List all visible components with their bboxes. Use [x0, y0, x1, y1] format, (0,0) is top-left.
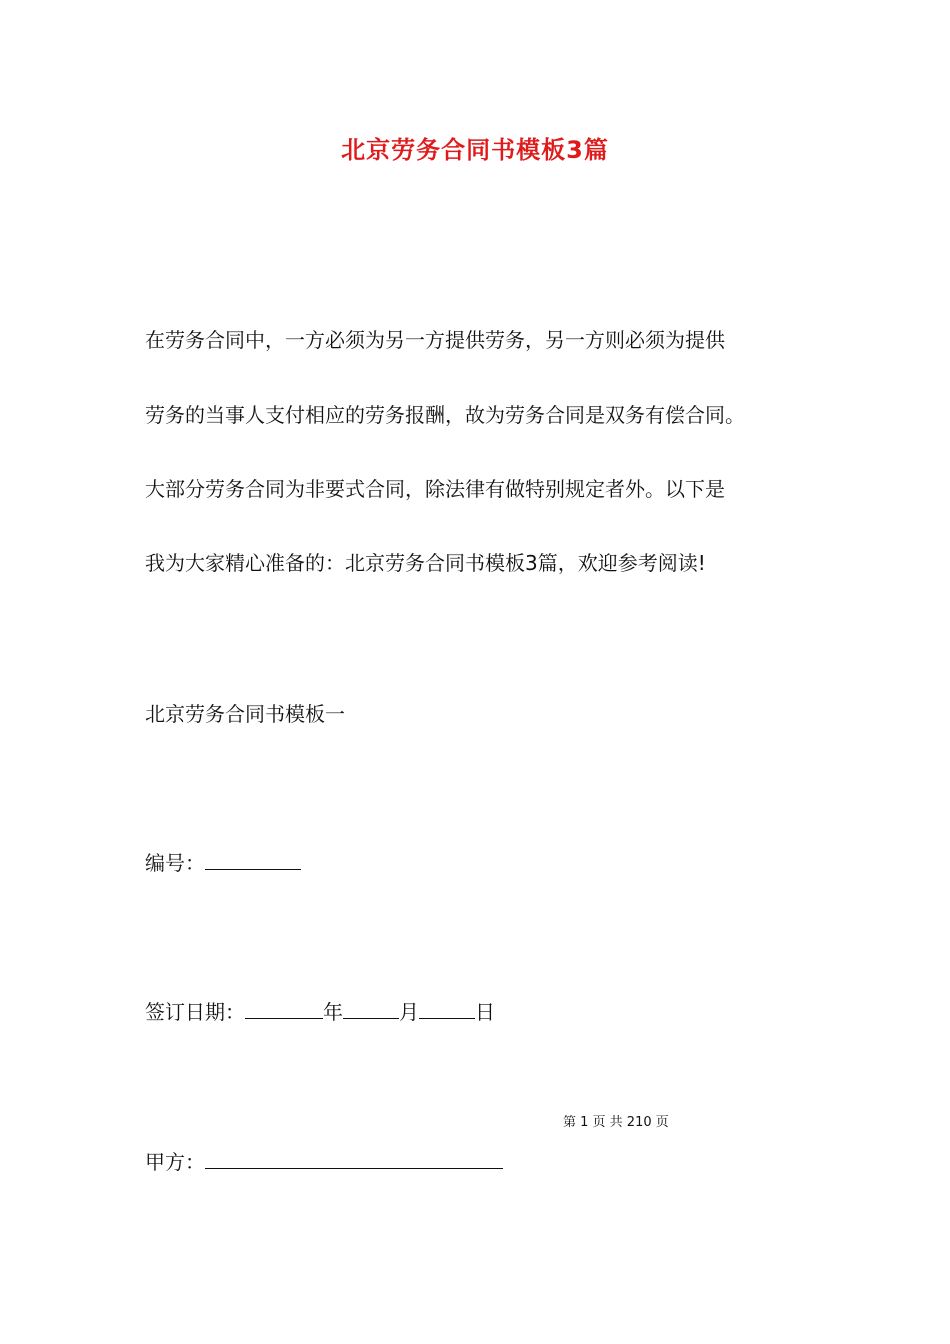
year-label: 年: [323, 1000, 343, 1024]
day-label: 日: [475, 1000, 495, 1024]
party-a-field: [145, 1148, 503, 1176]
intro-line-1: 在劳务合同中，一方必须为另一方提供劳务，另一方则必须为提供: [145, 328, 725, 352]
intro-line-3: 大部分劳务合同为非要式合同，除法律有做特别规定者外。以下是: [145, 477, 725, 501]
contract-number-blank: [205, 849, 301, 870]
party-a-label: 甲方：: [145, 1150, 205, 1174]
intro-line-2: 劳务的当事人支付相应的劳务报酬，故为劳务合同是双务有偿合同。: [145, 403, 745, 427]
year-blank: [245, 998, 323, 1019]
month-label: 月: [399, 1000, 419, 1024]
signing-date-label: 签订日期：: [145, 1000, 245, 1024]
contract-number-label: 编号：: [145, 851, 205, 875]
document-title: 北京劳务合同书模板3篇: [341, 136, 609, 164]
signing-date-field: [145, 998, 495, 1026]
month-blank: [343, 998, 399, 1019]
intro-line-4: 我为大家精心准备的：北京劳务合同书模板3篇，欢迎参考阅读!: [145, 551, 706, 575]
party-a-blank: [205, 1148, 503, 1169]
section-heading: 北京劳务合同书模板一: [145, 702, 345, 726]
contract-number-field: [145, 849, 301, 877]
page-footer: 第 1 页 共 210 页: [563, 1115, 669, 1130]
day-blank: [419, 998, 475, 1019]
